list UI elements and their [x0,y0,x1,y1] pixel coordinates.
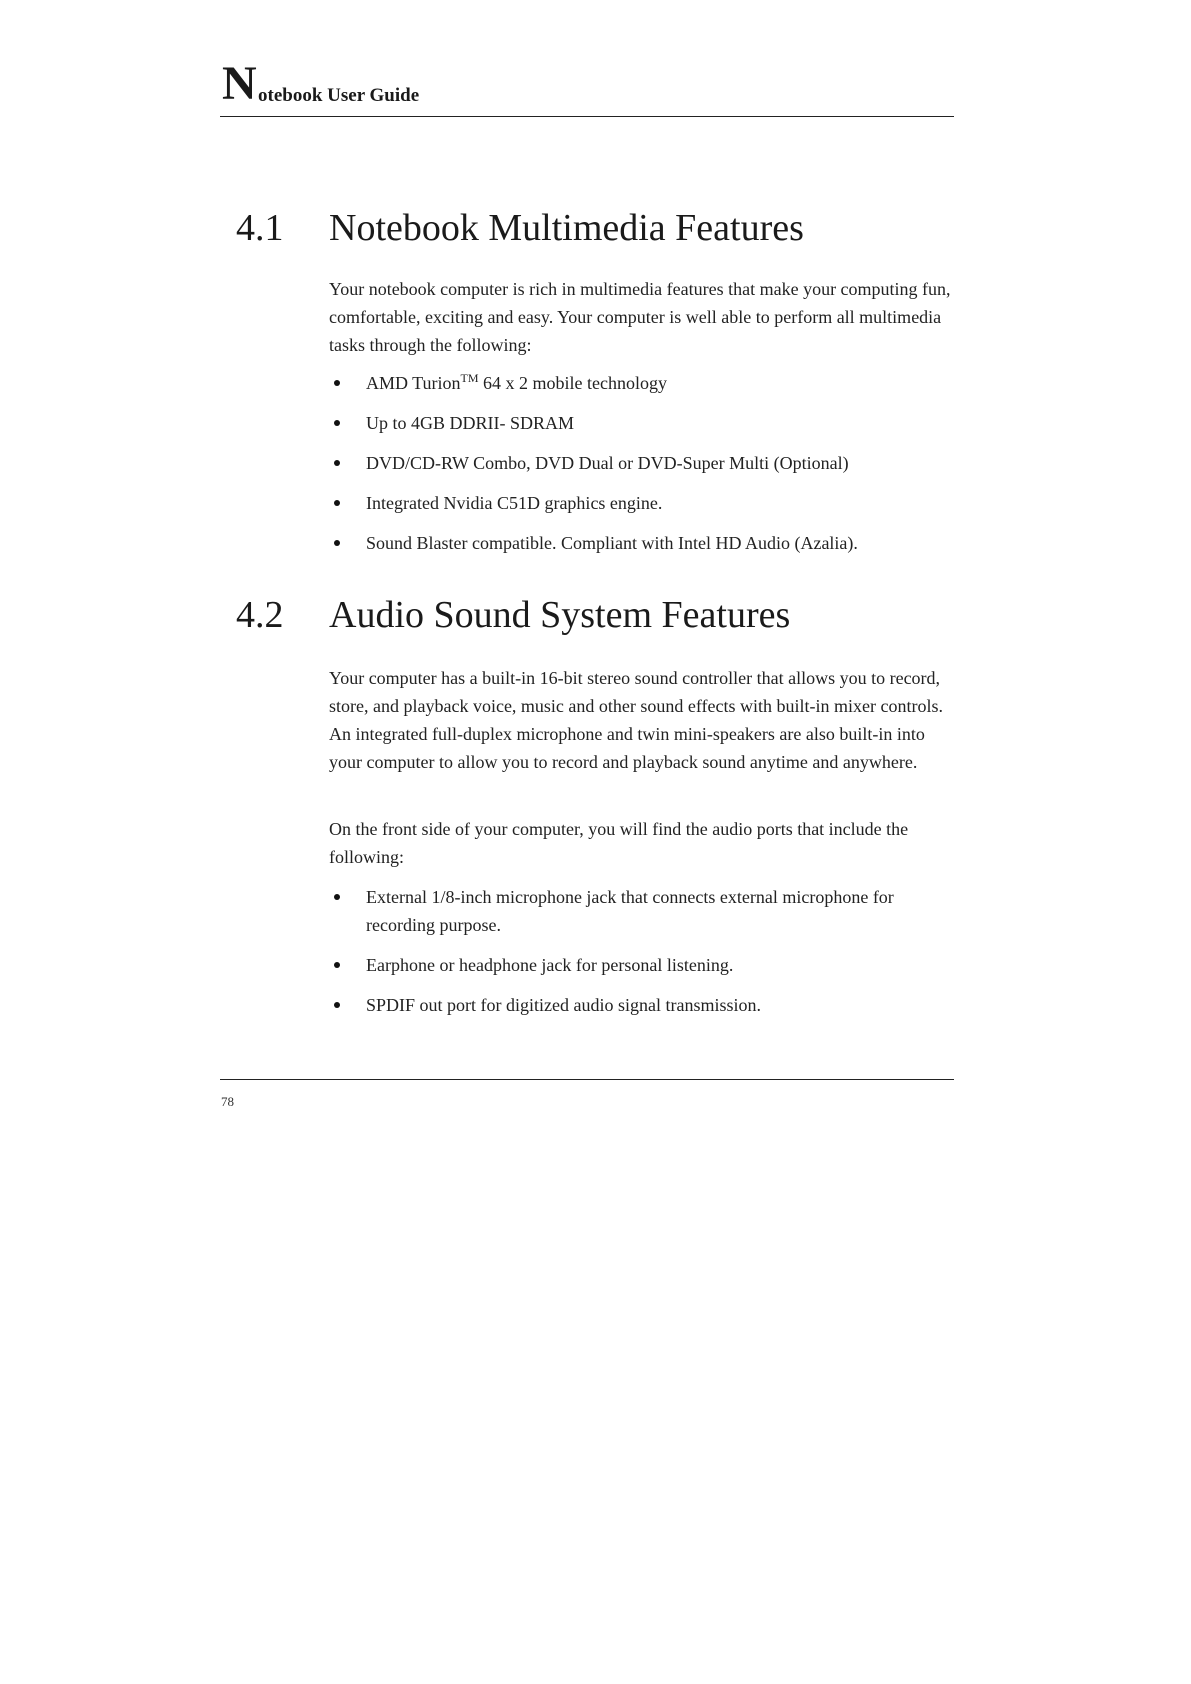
list-item-text: Sound Blaster compatible. Compliant with Intel HD Audio (Azalia). [366,533,858,553]
list-item-text: Earphone or headphone jack for personal listening. [366,955,734,975]
list-item-text: AMD Turion [366,373,461,393]
list-item [329,951,959,979]
list-item [329,489,959,517]
list-item [329,529,959,557]
section-heading-4-1 [236,205,804,251]
section-title-text: Notebook Multimedia Features [329,207,804,249]
bullet-icon [334,380,340,386]
section-4-2-intro-paragraph: Your computer has a built-in 16-bit stereo sound controller that allows you to record, store, and playback voice, music and other sound effects with built-in mixer controls. An integrated full-duplex microphone and twin mini-speakers are also built-in into your computer to allow you to record and playback sound anytime and anywhere. [329,668,944,772]
bullet-icon [334,540,340,546]
section-4-2-bullet-list [329,883,959,1019]
list-item [329,991,959,1019]
bullet-icon [334,500,340,506]
page-number: 78 [221,1094,234,1109]
section-number: 4.2 [236,594,284,636]
section-number: 4.1 [236,207,284,249]
section-4-2-ports-paragraph: On the front side of your computer, you will find the audio ports that include the following: [329,819,909,867]
list-item-text: External 1/8-inch microphone jack that connects external microphone for recording purpose. [366,887,894,935]
header-drop-cap: N [222,57,257,110]
list-item [329,883,959,939]
list-item-text: DVD/CD-RW Combo, DVD Dual or DVD-Super Multi (Optional) [366,453,849,473]
list-item [329,369,959,397]
list-item-text-suffix: 64 x 2 mobile technology [478,373,668,393]
bullet-icon [334,962,340,968]
section-heading-4-2 [236,592,790,638]
bullet-icon [334,460,340,466]
footer-divider [220,1079,954,1080]
header-title: otebook User Guide [258,85,420,106]
list-item-text: Integrated Nvidia C51D graphics engine. [366,493,663,513]
section-4-1-intro-paragraph: Your notebook computer is rich in multimedia features that make your computing fun, comfortable, exciting and easy. Your computer is well able to perform all multimedia tasks through the following: [329,279,951,355]
trademark-superscript: TM [460,371,479,385]
bullet-icon [334,894,340,900]
section-4-1-bullet-list [329,369,959,557]
bullet-icon [334,1002,340,1008]
section-title-text: Audio Sound System Features [329,594,791,636]
bullet-icon [334,420,340,426]
running-header [220,56,954,117]
list-item [329,409,959,437]
list-item [329,449,959,477]
list-item-text: Up to 4GB DDRII- SDRAM [366,413,575,433]
list-item-text: SPDIF out port for digitized audio signal transmission. [366,995,761,1015]
